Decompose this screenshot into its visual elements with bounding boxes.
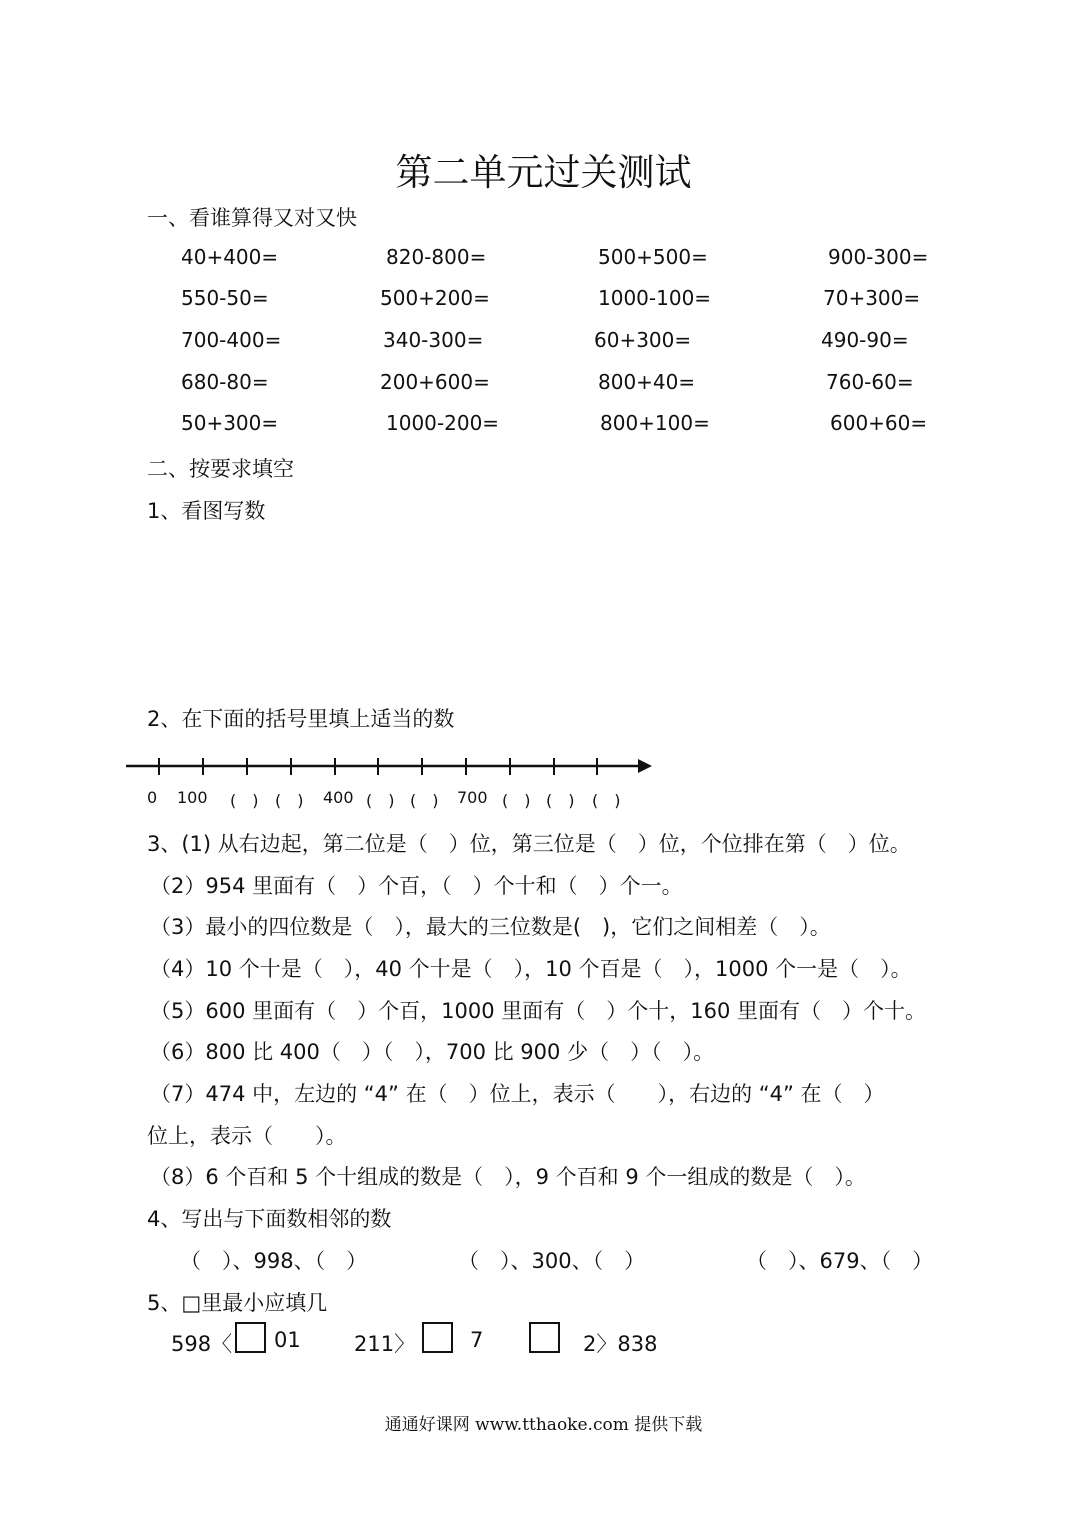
question-3-4: （4）10 个十是（ ），40 个十是（ ），10 个百是（ ），1000 个一是（ ）。: [150, 957, 912, 981]
question-4: 4、写出与下面数相邻的数: [147, 1207, 392, 1231]
calc-item: 680-80=: [181, 370, 269, 394]
question-3-7-cont: 位上，表示（ ）。: [147, 1124, 347, 1148]
number-line-label: ( ): [502, 791, 531, 810]
compare-pre: 598〈: [171, 1332, 233, 1356]
number-line-label: 0: [147, 788, 158, 807]
compare-pre: 211〉: [354, 1332, 416, 1356]
number-line-label: 700: [457, 788, 488, 807]
answer-box[interactable]: [529, 1322, 560, 1353]
calc-item: 40+400=: [181, 245, 279, 269]
neighbor-item: （ ）、300、（ ）: [458, 1249, 646, 1273]
question-5: 5、□里最小应填几: [147, 1291, 328, 1315]
question-3-3: （3）最小的四位数是（ ），最大的三位数是( )，它们之间相差（ ）。: [150, 915, 831, 939]
calc-item: 600+60=: [830, 411, 928, 435]
calc-item: 490-90=: [821, 328, 909, 352]
compare-post: 2〉838: [583, 1332, 658, 1356]
number-line-label: ( ): [366, 791, 395, 810]
neighbor-item: （ ）、679、（ ）: [746, 1249, 934, 1273]
compare-post: 01: [274, 1328, 301, 1352]
answer-box[interactable]: [422, 1322, 453, 1353]
calc-item: 760-60=: [826, 370, 914, 394]
answer-box[interactable]: [235, 1322, 266, 1353]
calc-item: 340-300=: [383, 328, 484, 352]
footer-text: 通通好课网 www.tthaoke.com 提供下载: [384, 1415, 703, 1435]
number-line-label: ( ): [410, 791, 439, 810]
page-title: 第二单元过关测试: [395, 151, 692, 194]
number-line-label: ( ): [546, 791, 575, 810]
calc-item: 60+300=: [594, 328, 692, 352]
calc-item: 1000-100=: [598, 286, 712, 310]
question-1: 1、看图写数: [147, 499, 266, 523]
question-3-5: （5）600 里面有（ ）个百，1000 里面有（ ）个十，160 里面有（ ）个十。: [150, 999, 926, 1023]
calc-item: 500+200=: [380, 286, 490, 310]
number-line-label: ( ): [592, 791, 621, 810]
question-3-1: 3、(1) 从右边起，第二位是（ ）位，第三位是（ ）位，个位排在第（ ）位。: [147, 832, 911, 856]
calc-item: 1000-200=: [386, 411, 500, 435]
neighbor-item: （ ）、998、（ ）: [180, 1249, 368, 1273]
number-line-label: 100: [177, 788, 208, 807]
calc-item: 820-800=: [386, 245, 487, 269]
calc-item: 70+300=: [823, 286, 921, 310]
question-3-2: （2）954 里面有（ ）个百，（ ）个十和（ ）个一。: [150, 874, 683, 898]
number-line-label: 400: [323, 788, 354, 807]
question-2: 2、在下面的括号里填上适当的数: [147, 707, 455, 731]
calc-item: 550-50=: [181, 286, 269, 310]
calc-item: 700-400=: [181, 328, 282, 352]
question-3-8: （8）6 个百和 5 个十组成的数是（ ），9 个百和 9 个一组成的数是（ ）。: [150, 1165, 866, 1189]
calc-item: 800+100=: [600, 411, 710, 435]
number-line-label: ( ): [275, 791, 304, 810]
calc-item: 200+600=: [380, 370, 490, 394]
calc-item: 50+300=: [181, 411, 279, 435]
question-3-7: （7）474 中，左边的 “4” 在（ ）位上，表示（ ），右边的 “4” 在（ ）: [150, 1082, 885, 1106]
calc-item: 900-300=: [828, 245, 929, 269]
question-3-6: （6）800 比 400（ ）（ ），700 比 900 少（ ）（ ）。: [150, 1040, 715, 1064]
calc-item: 500+500=: [598, 245, 708, 269]
compare-post: 7: [470, 1328, 484, 1352]
number-line-label: ( ): [230, 791, 259, 810]
section2-heading: 二、按要求填空: [147, 457, 294, 481]
section1-heading: 一、看谁算得又对又快: [147, 206, 357, 230]
calc-item: 800+40=: [598, 370, 696, 394]
